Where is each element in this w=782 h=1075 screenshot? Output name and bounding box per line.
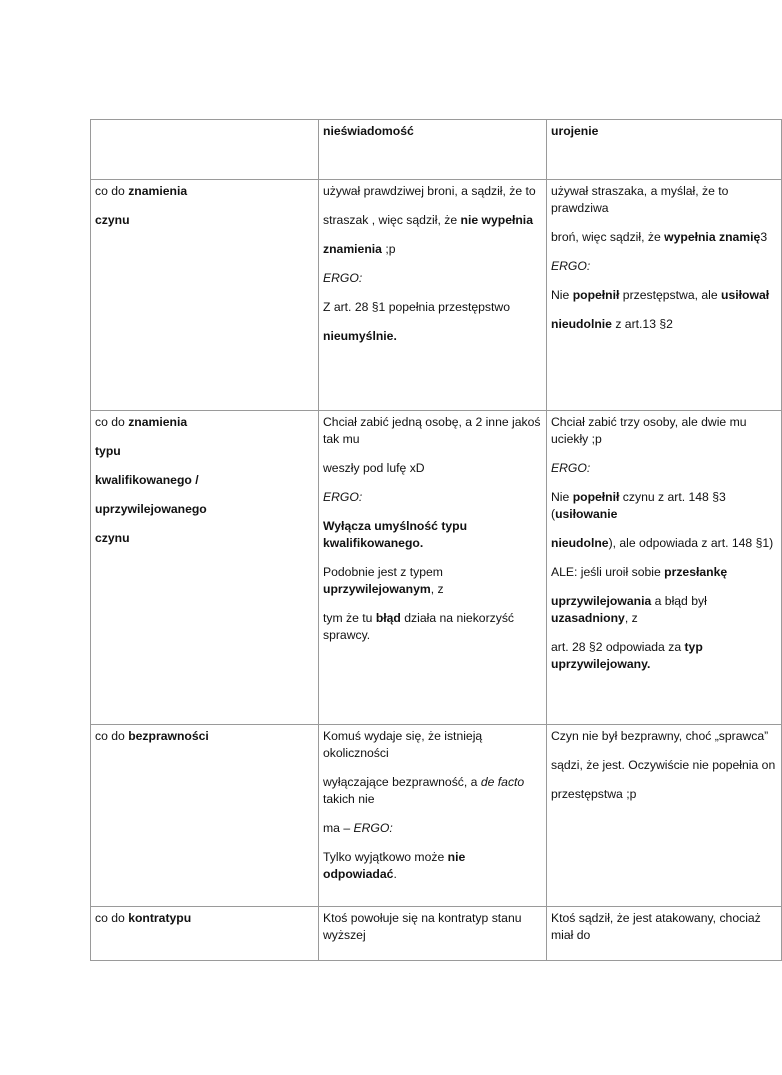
table-row xyxy=(91,725,782,907)
table-header-row xyxy=(91,120,782,180)
paragraph xyxy=(95,530,314,547)
text-run: popełnił xyxy=(572,490,620,504)
paragraph xyxy=(323,910,542,944)
paragraph xyxy=(551,535,777,552)
paragraph xyxy=(323,728,542,762)
paragraph xyxy=(323,610,542,644)
text-run: przestępstwa, ale xyxy=(619,288,722,302)
text-run: nie odpowiadać xyxy=(323,850,466,881)
text-run: co do xyxy=(95,729,129,743)
text-run: takich nie xyxy=(323,792,375,806)
paragraph xyxy=(323,328,542,345)
paragraph xyxy=(323,820,542,837)
table-row xyxy=(91,180,782,411)
paragraph xyxy=(323,849,542,883)
text-run: Tylko wyjątkowo może xyxy=(323,850,448,864)
urojenie-cell xyxy=(547,907,782,961)
text-run: popełnił xyxy=(572,288,620,302)
header-label-nieswiadomosc: nieświadomość xyxy=(323,124,414,138)
text-run: czynu z art. 148 §3 ( xyxy=(551,490,726,521)
text-run: kwalifikowanego / xyxy=(95,473,199,487)
text-run: uzasadniony xyxy=(551,611,625,625)
text-run: z art.13 §2 xyxy=(611,317,673,331)
paragraph xyxy=(323,564,542,598)
text-run: Nie xyxy=(551,490,573,504)
text-run: ERGO: xyxy=(551,259,591,273)
text-run: uprzywilejowanym xyxy=(323,582,431,596)
text-run: art. 28 §2 odpowiada za xyxy=(551,640,685,654)
paragraph xyxy=(551,910,777,944)
urojenie-cell xyxy=(547,180,782,411)
text-run: co do xyxy=(95,911,129,925)
paragraph xyxy=(551,786,777,803)
text-run: . xyxy=(393,867,397,881)
paragraph xyxy=(551,564,777,581)
text-run: 3 xyxy=(760,230,768,244)
text-run: typu xyxy=(95,444,121,458)
text-run: używał prawdziwej broni, a sądził, że to xyxy=(323,184,536,198)
text-run: Komuś wydaje się, że istnieją okoliczności xyxy=(323,729,483,760)
text-run: ), ale odpowiada z art. 148 §1) xyxy=(608,536,774,550)
table-row xyxy=(91,907,782,961)
paragraph xyxy=(551,757,777,774)
paragraph xyxy=(95,910,314,927)
paragraph xyxy=(551,183,777,217)
text-run: bezprawności xyxy=(128,729,209,743)
text-run: czynu xyxy=(95,531,130,545)
header-empty-cell xyxy=(91,120,319,180)
text-run: co do xyxy=(95,184,129,198)
row-label-cell xyxy=(91,180,319,411)
paragraph xyxy=(323,414,542,448)
text-run: znamienia xyxy=(128,415,188,429)
text-run: tym że tu xyxy=(323,611,376,625)
paragraph xyxy=(551,287,777,304)
text-run: ERGO: xyxy=(551,461,591,475)
paragraph xyxy=(323,518,542,552)
comparison-table xyxy=(90,119,782,961)
text-run: kontratypu xyxy=(128,911,192,925)
paragraph xyxy=(551,593,777,627)
table-row xyxy=(91,411,782,725)
text-run: działa na niekorzyść sprawcy. xyxy=(323,611,515,642)
text-run: broń, więc sądził, że xyxy=(551,230,665,244)
text-run: sądzi, że jest. Oczywiście nie popełnia on xyxy=(551,758,776,772)
paragraph xyxy=(95,728,314,745)
text-run: Nie xyxy=(551,288,573,302)
text-run: usiłował xyxy=(721,288,770,302)
paragraph xyxy=(551,460,777,477)
paragraph xyxy=(551,414,777,448)
text-run: Chciał zabić trzy osoby, ale dwie mu uciekły ;p xyxy=(551,415,747,446)
text-run: , z xyxy=(430,582,444,596)
urojenie-cell xyxy=(547,725,782,907)
text-run: wyłączające bezprawność, a xyxy=(323,775,481,789)
paragraph xyxy=(551,728,777,745)
text-run: ERGO: xyxy=(323,490,363,504)
text-run: Wyłącza umyślność typu kwalifikowanego. xyxy=(323,519,468,550)
text-run: ALE: jeśli uroił sobie xyxy=(551,565,665,579)
text-run: czynu xyxy=(95,213,130,227)
text-run: przestępstwa ;p xyxy=(551,787,637,801)
text-run: ERGO: xyxy=(323,271,363,285)
paragraph xyxy=(551,258,777,275)
text-run: weszły pod lufę xD xyxy=(323,461,425,475)
text-run: Czyn nie był bezprawny, choć „sprawca” xyxy=(551,729,769,743)
text-run: usiłowanie xyxy=(555,507,618,521)
text-run: znamienia xyxy=(128,184,188,198)
paragraph xyxy=(95,212,314,229)
text-run: Z art. 28 §1 popełnia przestępstwo xyxy=(323,300,510,314)
paragraph xyxy=(551,489,777,523)
text-run: ma – xyxy=(323,821,354,835)
urojenie-cell xyxy=(547,411,782,725)
text-run: znamienia xyxy=(323,242,382,256)
paragraph xyxy=(95,501,314,518)
nieswiadomosc-cell xyxy=(319,411,547,725)
text-run: typ uprzywilejowany. xyxy=(551,640,703,671)
text-run: błąd xyxy=(375,611,401,625)
paragraph xyxy=(551,229,777,246)
text-run: wypełnia znamię xyxy=(664,230,761,244)
row-label-cell xyxy=(91,907,319,961)
nieswiadomosc-cell xyxy=(319,907,547,961)
text-run: Ktoś sądził, że jest atakowany, chociaż miał do xyxy=(551,911,761,942)
text-run: przesłankę xyxy=(664,565,728,579)
row-label-cell xyxy=(91,725,319,907)
paragraph xyxy=(95,414,314,431)
text-run: ;p xyxy=(381,242,396,256)
text-run: używał straszaka, a myślał, że to prawdziwa xyxy=(551,184,729,215)
nieswiadomosc-cell xyxy=(319,725,547,907)
text-run: nieudolnie xyxy=(551,317,612,331)
text-run: de facto xyxy=(480,775,525,789)
text-run: uprzywilejowania xyxy=(551,594,652,608)
text-run: uprzywilejowanego xyxy=(95,502,207,516)
text-run: ERGO: xyxy=(353,821,393,835)
text-run: co do xyxy=(95,415,129,429)
text-run: nie wypełnia xyxy=(460,213,533,227)
text-run: Chciał zabić jedną osobę, a 2 inne jakoś tak mu xyxy=(323,415,541,446)
paragraph xyxy=(323,183,542,200)
paragraph xyxy=(551,316,777,333)
header-label-urojenie: urojenie xyxy=(551,124,599,138)
text-run: Ktoś powołuje się na kontratyp stanu wyższej xyxy=(323,911,522,942)
paragraph xyxy=(95,472,314,489)
text-run: a błąd był xyxy=(651,594,707,608)
paragraph xyxy=(323,774,542,808)
text-run: nieumyślnie. xyxy=(323,329,397,343)
paragraph xyxy=(323,489,542,506)
row-label-cell xyxy=(91,411,319,725)
nieswiadomosc-cell xyxy=(319,180,547,411)
text-run: , z xyxy=(624,611,638,625)
paragraph xyxy=(323,299,542,316)
paragraph xyxy=(323,212,542,229)
text-run: straszak , więc sądził, że xyxy=(323,213,461,227)
paragraph xyxy=(323,241,542,258)
text-run: Podobnie jest z typem xyxy=(323,565,443,579)
paragraph xyxy=(551,639,777,673)
paragraph xyxy=(95,443,314,460)
header-cell-urojenie xyxy=(547,120,782,180)
paragraph xyxy=(323,460,542,477)
text-run: nieudolne xyxy=(551,536,609,550)
paragraph xyxy=(95,183,314,200)
header-cell-nieswiadomosc xyxy=(319,120,547,180)
paragraph xyxy=(323,270,542,287)
